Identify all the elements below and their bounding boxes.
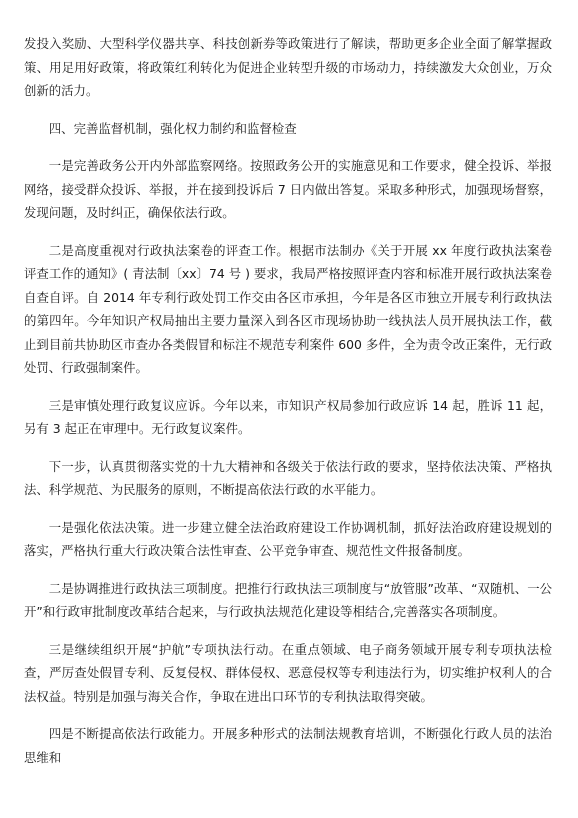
paragraph: 二是协调推进行政执法三项制度。把推行行政执法三项制度与“放管服”改革、“双随机、一公开”和行政审批制度改革结合起来，与行政执法规范化建设等相结合,完善落实各项制度。 bbox=[24, 580, 552, 619]
paragraph: 一是强化依法决策。进一步建立健全法治政府建设工作协调机制，抓好法治政府建设规划的落实，严格执行重大行政决策合法性审查、公平竞争审查、规范性文件报备制度。 bbox=[24, 519, 552, 558]
paragraph: 一是完善政务公开内外部监察网络。按照政务公开的实施意见和工作要求，健全投诉、举报网络，接受群众投诉、举报，并在接到投诉后 7 日内做出答复。采取多种形式，加强现场督察，发现问题，及时纠正，确保依法行政。 bbox=[24, 158, 552, 220]
paragraph: 三是继续组织开展“护航”专项执法行动。在重点领域、电子商务领域开展专利专项执法检查，严厉查处假冒专利、反复侵权、群体侵权、恶意侵权等专利违法行为，切实维护权利人的合法权益。特别是加强与海关合作，争取在进出口环节的专利执法取得突破。 bbox=[24, 641, 552, 704]
paragraph: 三是审慎处理行政复议应诉。今年以来，市知识产权局参加行政应诉 14 起，胜诉 11 起，另有 3 起正在审理中。无行政复议案件。 bbox=[24, 397, 552, 436]
paragraph-truncated: 四是不断提高依法行政能力。开展多种形式的法制法规教育培训，不断强化行政人员的法治思维和 bbox=[24, 726, 552, 765]
paragraph: 二是高度重视对行政执法案卷的评查工作。根据市法制办《关于开展 xx 年度行政执法案卷评查工作的通知》( 青法制〔xx〕74 号 ) 要求，我局严格按照评查内容和标准开展行政执法案卷自查自评。自 2014 年专利行政处罚工作交由各区市承担，今年是各区市独立开展专利行政执法的第四年。今年知识产权局抽出主要力量深入到各区市现场协助一线执法人员开展执法工作，截止到目前共协助区市查办各类假冒和标注不规范专利案件 600 多件，全为责令改正案件，无行政处罚、行政强制案件。 bbox=[24, 242, 552, 375]
section-heading: 四、完善监督机制，强化权力制约和监督检查 bbox=[48, 120, 297, 136]
paragraph-continued: 发投入奖励、大型科学仪器共享、科技创新券等政策进行了解读，帮助更多企业全面了解掌握政策、用足用好政策，将政策红利转化为促进企业转型升级的市场动力，持续激发大众创业，万众创新的活力。 bbox=[24, 36, 552, 98]
paragraph: 下一步，认真贯彻落实党的十九大精神和各级关于依法行政的要求，坚持依法决策、严格执法、科学规范、为民服务的原则，不断提高依法行政的水平能力。 bbox=[24, 458, 552, 497]
